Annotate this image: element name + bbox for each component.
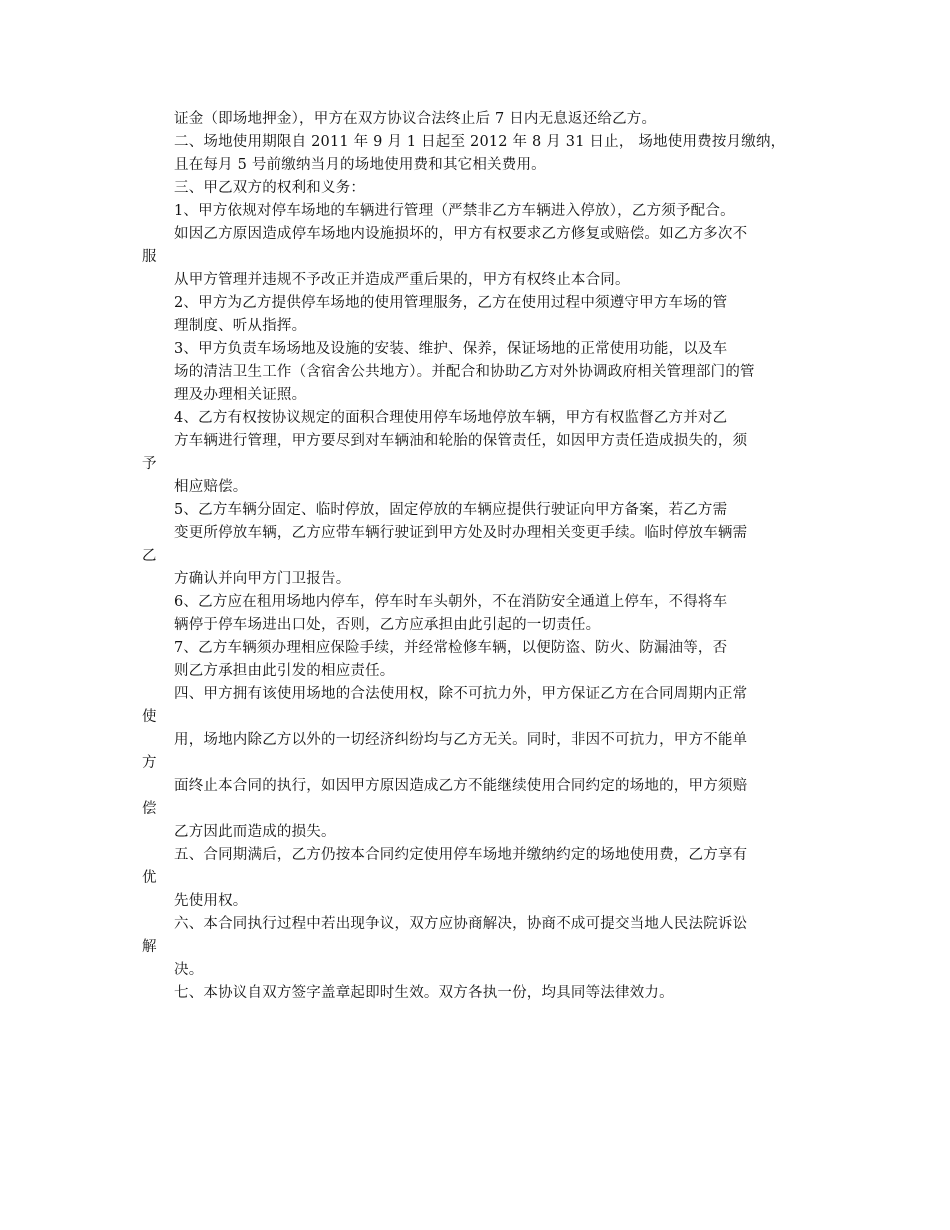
section-heading-rights: 三、甲乙双方的权利和义务： bbox=[174, 180, 366, 196]
text-line-fee: 且在每月 5 号前缴纳当月的场地使用费和其它相关费用。 bbox=[174, 157, 546, 173]
wrapped-char: 服 bbox=[142, 249, 157, 265]
text-line-clause-7b: 则乙方承担由此引发的相应责任。 bbox=[174, 663, 395, 679]
text-line-section-5: 五、合同期满后，乙方仍按本合同约定使用停车场地并缴纳约定的场地使用费，乙方享有 bbox=[174, 847, 748, 863]
text-line-section-6b: 决。 bbox=[174, 962, 204, 978]
text-line-clause-4: 4、乙方有权按协议规定的面积合理使用停车场地停放车辆，甲方有权监督乙方并对乙 bbox=[174, 410, 728, 426]
wrapped-char: 使 bbox=[142, 709, 157, 725]
text-line-section-4b: 用，场地内除乙方以外的一切经济纠纷均与乙方无关。同时，非因不可抗力，甲方不能单 bbox=[174, 732, 748, 748]
text-line-section-4d: 乙方因此而造成的损失。 bbox=[174, 824, 336, 840]
text-line-clause-1: 1、甲方依规对停车场地的车辆进行管理（严禁非乙方车辆进入停放），乙方须予配合。 bbox=[174, 203, 735, 219]
text-line-clause-3: 3、甲方负责车场场地及设施的安装、维护、保养，保证场地的正常使用功能，以及车 bbox=[174, 341, 728, 357]
text-line-term: 二、场地使用期限自 2011 年 9 月 1 日起至 2012 年 8 月 31 日止， 场地使用费按月缴纳， bbox=[174, 134, 786, 150]
text-line-section-5b: 先使用权。 bbox=[174, 893, 248, 909]
text-line-clause-6: 6、乙方应在租用场地内停车，停车时车头朝外，不在消防安全通道上停车，不得将车 bbox=[174, 594, 728, 610]
text-line-clause-1b: 如因乙方原因造成停车场地内设施损坏的，甲方有权要求乙方修复或赔偿。如乙方多次不 bbox=[174, 226, 748, 242]
text-line-clause-1c: 从甲方管理并违规不予改正并造成严重后果的，甲方有权终止本合同。 bbox=[174, 272, 630, 288]
text-line-deposit: 证金（即场地押金），甲方在双方协议合法终止后 7 日内无息返还给乙方。 bbox=[174, 111, 657, 127]
wrapped-char: 解 bbox=[142, 939, 157, 955]
wrapped-char: 方 bbox=[142, 755, 157, 771]
text-line-clause-5b: 变更所停放车辆，乙方应带车辆行驶证到甲方处及时办理相关变更手续。临时停放车辆需 bbox=[174, 525, 748, 541]
text-line-section-7: 七、本协议自双方签字盖章起即时生效。双方各执一份，均具同等法律效力。 bbox=[174, 985, 674, 1001]
text-line-clause-2b: 理制度、听从指挥。 bbox=[174, 318, 307, 334]
text-line-clause-3c: 理及办理相关证照。 bbox=[174, 387, 307, 403]
text-line-clause-6b: 辆停于停车场进出口处，否则，乙方应承担由此引起的一切责任。 bbox=[174, 617, 601, 633]
wrapped-char: 偿 bbox=[142, 801, 157, 817]
text-line-clause-7: 7、乙方车辆须办理相应保险手续，并经常检修车辆，以便防盗、防火、防漏油等，否 bbox=[174, 640, 728, 656]
text-line-clause-5: 5、乙方车辆分固定、临时停放，固定停放的车辆应提供行驶证向甲方备案，若乙方需 bbox=[174, 502, 728, 518]
text-line-clause-4c: 相应赔偿。 bbox=[174, 479, 248, 495]
text-line-clause-4b: 方车辆进行管理，甲方要尽到对车辆油和轮胎的保管责任，如因甲方责任造成损失的，须 bbox=[174, 433, 748, 449]
text-line-section-6: 六、本合同执行过程中若出现争议，双方应协商解决，协商不成可提交当地人民法院诉讼 bbox=[174, 916, 748, 932]
wrapped-char: 优 bbox=[142, 870, 157, 886]
wrapped-char: 乙 bbox=[142, 548, 157, 564]
text-line-clause-5c: 方确认并向甲方门卫报告。 bbox=[174, 571, 351, 587]
text-line-clause-2: 2、甲方为乙方提供停车场地的使用管理服务，乙方在使用过程中须遵守甲方车场的管 bbox=[174, 295, 728, 311]
text-line-section-4c: 面终止本合同的执行，如因甲方原因造成乙方不能继续使用合同约定的场地的，甲方须赔 bbox=[174, 778, 748, 794]
wrapped-char: 予 bbox=[142, 456, 157, 472]
text-line-clause-3b: 场的清洁卫生工作（含宿舍公共地方）。并配合和协助乙方对外协调政府相关管理部门的管 bbox=[174, 364, 755, 380]
text-line-section-4: 四、甲方拥有该使用场地的合法使用权，除不可抗力外，甲方保证乙方在合同周期内正常 bbox=[174, 686, 748, 702]
